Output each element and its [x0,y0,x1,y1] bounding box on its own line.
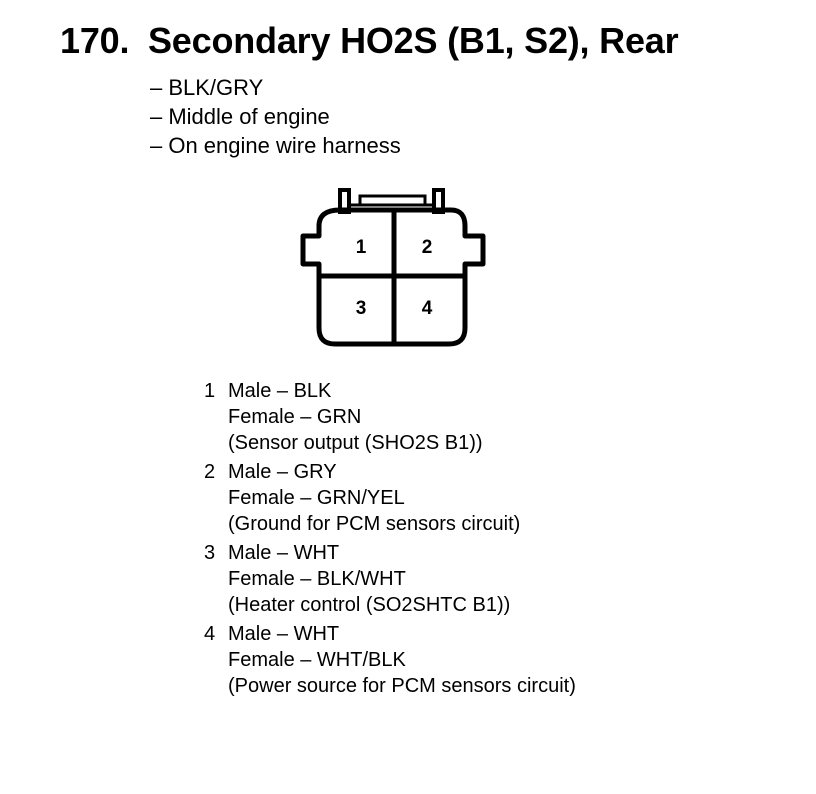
connector-diagram [300,186,490,352]
pin-number: 4 [204,623,216,645]
connector-details [150,73,401,160]
pin-number: 1 [204,380,216,402]
pin-female-wire: Female – GRN [228,406,362,428]
pin-number: 3 [204,542,216,564]
pin-list [204,378,576,702]
connector-face-icon [300,186,490,352]
page-title [60,20,678,62]
pin-function: (Ground for PCM sensors circuit) [228,513,521,535]
cavity-1-label: 1 [355,237,367,258]
detail-color: – BLK/GRY [150,75,264,100]
pin-male-wire: Male – GRY [228,461,337,483]
title-text: Secondary HO2S (B1, S2), Rear [148,20,679,61]
pin-function: (Sensor output (SHO2S B1)) [228,432,483,454]
pin-female-wire: Female – WHT/BLK [228,649,406,671]
pin-female-wire: Female – BLK/WHT [228,568,406,590]
detail-harness: – On engine wire harness [150,133,401,158]
title-number: 170. [60,20,130,61]
pin-male-wire: Male – WHT [228,623,340,645]
pin-entry-3 [204,540,576,618]
pin-male-wire: Male – WHT [228,542,340,564]
pin-entry-4 [204,621,576,699]
pin-function: (Power source for PCM sensors circuit) [228,675,576,697]
pin-female-wire: Female – GRN/YEL [228,487,405,509]
detail-location: – Middle of engine [150,104,330,129]
cavity-3-label: 3 [355,298,367,319]
cavity-2-label: 2 [421,237,433,258]
pin-entry-1 [204,378,576,456]
pin-function: (Heater control (SO2SHTC B1)) [228,594,511,616]
pin-entry-2 [204,459,576,537]
pin-male-wire: Male – BLK [228,380,332,402]
cavity-4-label: 4 [421,298,433,319]
pin-number: 2 [204,461,216,483]
